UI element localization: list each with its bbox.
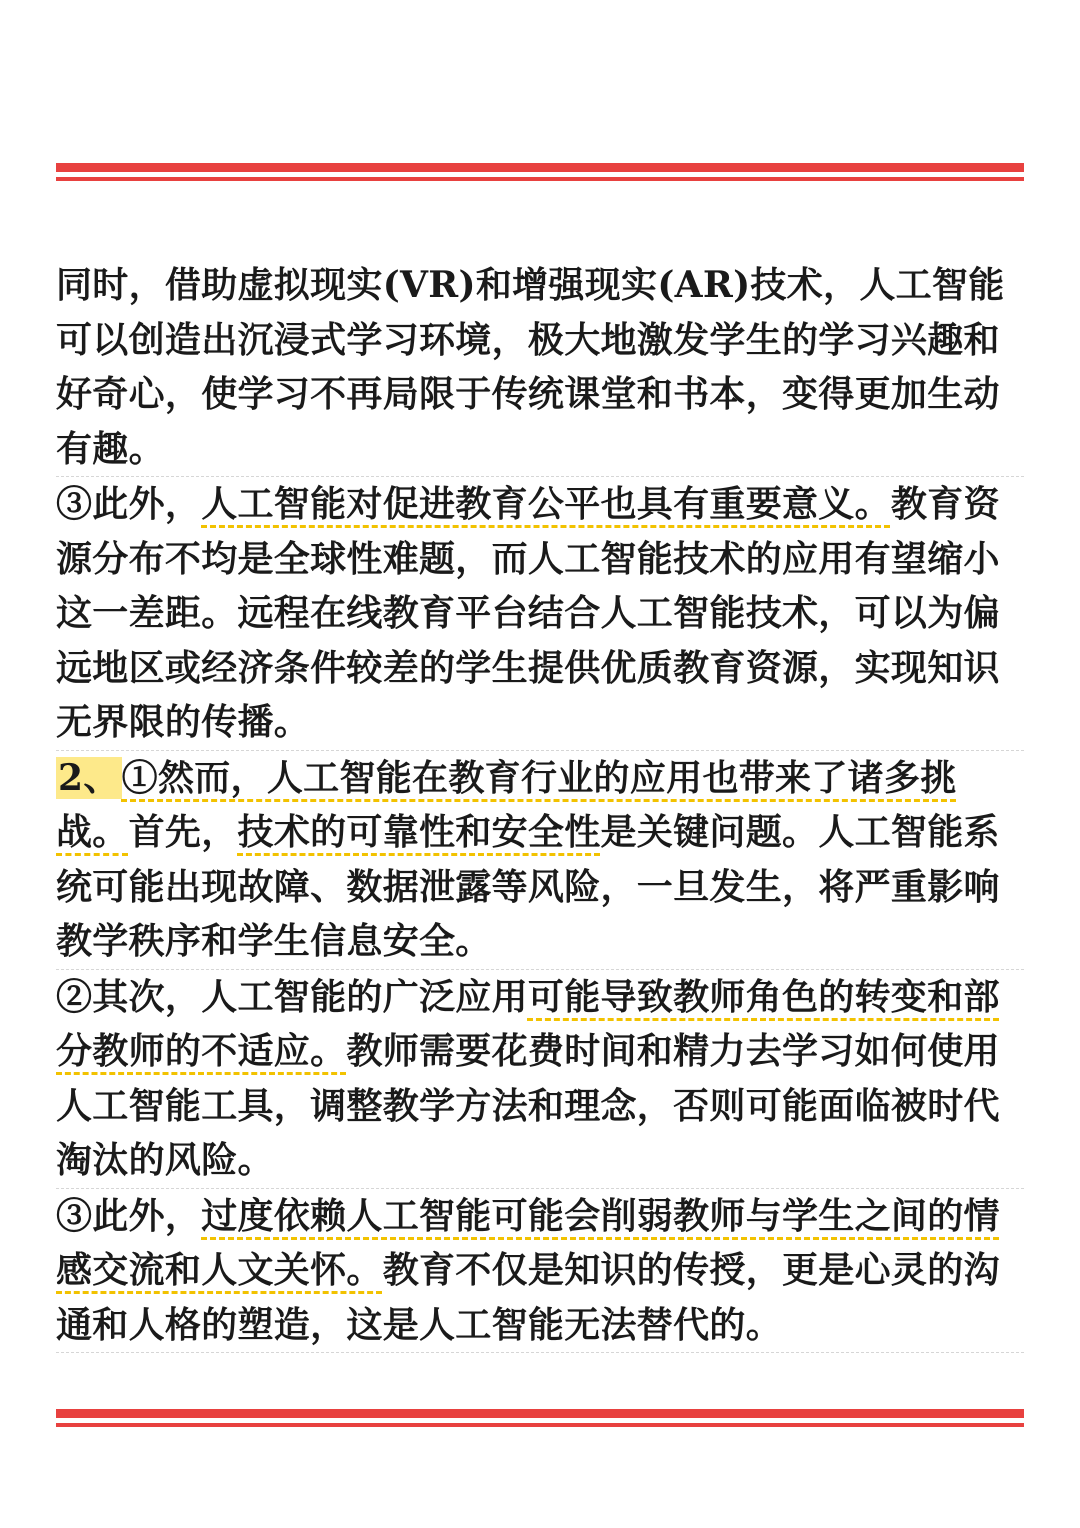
paragraph-over-reliance bbox=[56, 1189, 1024, 1354]
text-segment: ③此外， bbox=[56, 483, 202, 525]
highlighted-phrase: 可能导致教师角色的转变和部分教师的不适应。 bbox=[56, 975, 1000, 1072]
text-segment: 是关键问题。人工智能系统可能出现故障、数据泄露等风险，一旦发生，将严重影响教学秩序和学生信息安全。 bbox=[56, 811, 1000, 962]
highlighted-phrase: ①然而，人工智能在教育行业的应用也带来了诸多挑战。 bbox=[56, 756, 957, 853]
paragraph-vr-ar bbox=[56, 258, 1024, 477]
text-segment: 同时，借助虚拟现实(VR)和增强现实(AR)技术，人工智能可以创造出沉浸式学习环境，极大地激发学生的学习兴趣和好奇心，使学习不再局限于传统课堂和书本，变得更加生动有趣。 bbox=[56, 264, 1005, 470]
text-segment: ③此外， bbox=[56, 1194, 202, 1237]
bottom-rule-thin-line bbox=[56, 1423, 1024, 1427]
text-segment: 教育不仅是知识的传授，更是心灵的沟通和人格的塑造，这是人工智能无法替代的。 bbox=[56, 1249, 1000, 1346]
article-body bbox=[56, 258, 1024, 1353]
text-segment: 首先， bbox=[128, 811, 238, 853]
bottom-rule-thick-line bbox=[56, 1409, 1024, 1418]
highlighted-phrase: 人工智能对促进教育公平也具有重要意义。 bbox=[201, 483, 891, 525]
section-number-badge: 2、 bbox=[58, 756, 120, 799]
text-segment: 教师需要花费时间和精力去学习如何使用人工智能工具，调整教学方法和理念，否则可能面临被时代淘汰的风险。 bbox=[56, 1030, 1000, 1181]
top-rule-thick-line bbox=[56, 163, 1024, 172]
highlighted-phrase: 过度依赖人工智能可能会削弱教师与学生之间的情感交流和人文关怀。 bbox=[56, 1194, 1000, 1291]
highlighted-phrase: 技术的可靠性和安全性 bbox=[237, 811, 601, 853]
text-segment: ②其次，人工智能的广泛应用 bbox=[56, 975, 528, 1018]
text-segment: 教育资源分布不均是全球性难题，而人工智能技术的应用有望缩小这一差距。远程在线教育平台结合人工智能技术，可以为偏远地区或经济条件较差的学生提供优质教育资源，实现知识无界限的传播。 bbox=[56, 483, 1000, 743]
top-rule-thin-line bbox=[56, 177, 1024, 181]
paragraph-teacher-role bbox=[56, 970, 1024, 1189]
top-decorative-rule bbox=[56, 163, 1024, 181]
paragraph-education-equity bbox=[56, 477, 1024, 751]
paragraph-challenges bbox=[56, 751, 1024, 970]
bottom-decorative-rule bbox=[56, 1409, 1024, 1427]
